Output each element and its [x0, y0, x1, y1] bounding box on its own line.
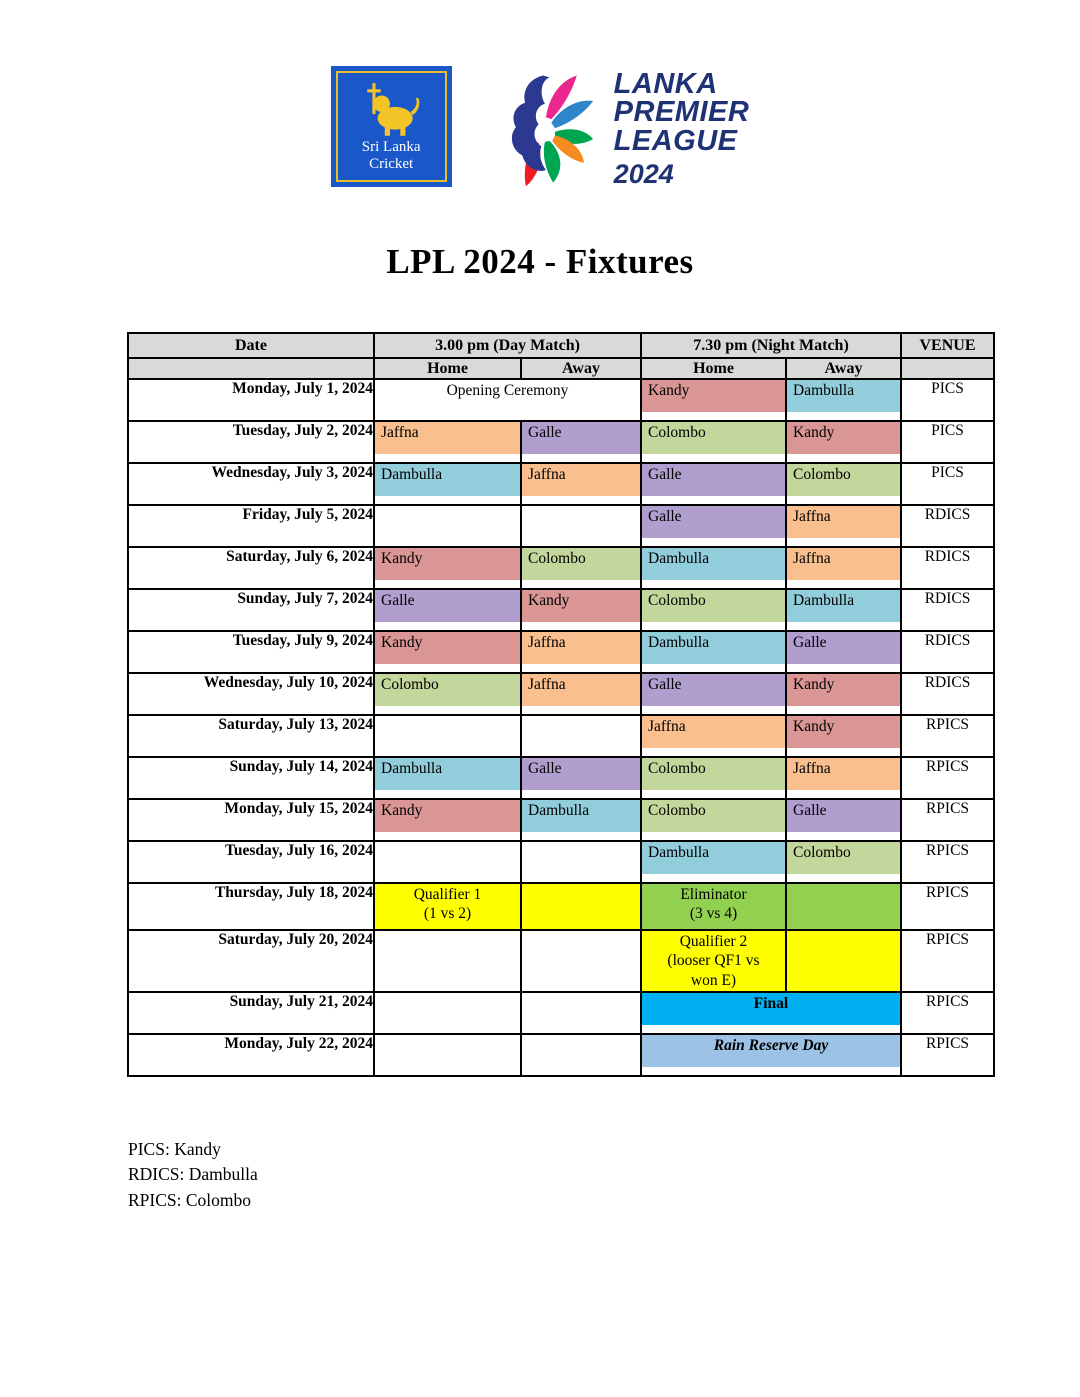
sri-lanka-cricket-logo — [331, 66, 452, 187]
match-fill: Jaffna — [787, 506, 900, 538]
match-cell — [374, 1034, 521, 1076]
match-fill: Galle — [787, 800, 900, 832]
lpl-logo-line3: LEAGUE — [613, 124, 738, 157]
match-fill: Jaffna — [787, 548, 900, 580]
match-cell — [521, 799, 641, 841]
fixture-row — [128, 631, 994, 673]
match-cell — [641, 589, 786, 631]
lpl-logo-text — [613, 67, 750, 190]
fixture-row — [128, 379, 994, 421]
match-cell — [521, 547, 641, 589]
match-cell — [521, 992, 641, 1034]
fixture-row — [128, 589, 994, 631]
match-cell — [374, 883, 521, 930]
match-cell — [521, 421, 641, 463]
slc-logo-text — [362, 139, 421, 173]
date-cell: Wednesday, July 10, 2024 — [128, 673, 374, 715]
header-venue: VENUE — [901, 333, 994, 358]
match-cell — [786, 589, 901, 631]
match-cell — [521, 1034, 641, 1076]
fixtures-body — [128, 379, 994, 1076]
fixture-row — [128, 505, 994, 547]
match-fill: Dambulla — [375, 758, 520, 790]
match-cell — [641, 379, 786, 421]
match-cell — [786, 463, 901, 505]
slc-logo-line1: Sri Lanka — [361, 139, 421, 156]
match-cell — [641, 631, 786, 673]
match-fill: Jaffna — [642, 716, 785, 748]
match-fill: Colombo — [787, 842, 900, 874]
fixture-row — [128, 757, 994, 799]
lpl-logo-line1: LANKA — [613, 67, 718, 100]
match-cell — [521, 673, 641, 715]
header-venue-blank — [901, 358, 994, 379]
match-fill: Dambulla — [642, 632, 785, 664]
match-fill: Colombo — [642, 590, 785, 622]
match-cell — [374, 799, 521, 841]
header-day-home: Home — [374, 358, 521, 379]
fixtures-table — [127, 332, 995, 1077]
venue-cell: PICS — [901, 463, 994, 505]
match-fill: Kandy — [642, 380, 785, 412]
match-cell — [521, 589, 641, 631]
match-cell — [786, 673, 901, 715]
match-cell — [521, 883, 641, 930]
match-fill — [787, 931, 900, 991]
match-fill: Kandy — [375, 632, 520, 664]
match-fill: Kandy — [522, 590, 640, 622]
match-fill: Colombo — [522, 548, 640, 580]
legend-line: RDICS: Dambulla — [128, 1164, 258, 1185]
date-cell: Wednesday, July 3, 2024 — [128, 463, 374, 505]
lpl-logo-line2: PREMIER — [613, 96, 750, 129]
fixture-row — [128, 421, 994, 463]
match-cell — [641, 547, 786, 589]
match-cell — [521, 841, 641, 883]
legend-line: RPICS: Colombo — [128, 1189, 252, 1210]
match-fill: Galle — [522, 758, 640, 790]
match-cell — [521, 505, 641, 547]
date-cell: Monday, July 1, 2024 — [128, 379, 374, 421]
fixture-row — [128, 799, 994, 841]
venue-cell: RPICS — [901, 799, 994, 841]
fixture-row — [128, 930, 994, 992]
date-cell: Saturday, July 20, 2024 — [128, 930, 374, 992]
match-cell — [374, 673, 521, 715]
match-fill: Qualifier 1 (1 vs 2) — [375, 884, 520, 929]
match-fill: Rain Reserve Day — [642, 1035, 900, 1067]
match-fill: Galle — [375, 590, 520, 622]
match-fill: Galle — [642, 674, 785, 706]
match-fill: Galle — [642, 506, 785, 538]
match-cell — [521, 631, 641, 673]
match-fill: Dambulla — [787, 590, 900, 622]
match-cell — [374, 505, 521, 547]
venue-cell: RPICS — [901, 883, 994, 930]
date-cell: Saturday, July 13, 2024 — [128, 715, 374, 757]
fixture-row — [128, 715, 994, 757]
match-fill: Dambulla — [787, 380, 900, 412]
match-fill: Colombo — [642, 800, 785, 832]
match-cell-merged — [641, 1034, 901, 1076]
venue-cell: RDICS — [901, 589, 994, 631]
venue-cell: RDICS — [901, 631, 994, 673]
venue-cell: RPICS — [901, 930, 994, 992]
match-fill — [522, 884, 640, 929]
date-cell: Sunday, July 21, 2024 — [128, 992, 374, 1034]
match-fill: Jaffna — [522, 464, 640, 496]
header-date: Date — [128, 333, 374, 358]
match-fill: Colombo — [375, 674, 520, 706]
fixture-row — [128, 547, 994, 589]
header-date-blank — [128, 358, 374, 379]
match-cell — [374, 463, 521, 505]
legend-line: PICS: Kandy — [128, 1139, 221, 1159]
match-cell — [641, 463, 786, 505]
match-cell — [786, 379, 901, 421]
match-fill: Galle — [787, 632, 900, 664]
venue-cell: RPICS — [901, 1034, 994, 1076]
match-cell — [521, 930, 641, 992]
match-cell-merged — [641, 992, 901, 1034]
match-fill: Dambulla — [375, 464, 520, 496]
match-fill: Colombo — [642, 758, 785, 790]
match-cell — [374, 930, 521, 992]
match-fill: Jaffna — [522, 632, 640, 664]
date-cell: Thursday, July 18, 2024 — [128, 883, 374, 930]
match-fill: Dambulla — [642, 548, 785, 580]
match-fill: Opening Ceremony — [446, 382, 569, 399]
match-fill: Jaffna — [522, 674, 640, 706]
match-cell — [374, 589, 521, 631]
match-cell — [374, 992, 521, 1034]
match-cell — [786, 930, 901, 992]
match-cell — [641, 505, 786, 547]
match-cell — [374, 841, 521, 883]
match-fill: Colombo — [787, 464, 900, 496]
venue-legend — [128, 1137, 1080, 1213]
match-fill: Galle — [522, 422, 640, 454]
match-cell — [521, 715, 641, 757]
match-cell — [374, 631, 521, 673]
match-fill: Colombo — [642, 422, 785, 454]
match-cell — [641, 673, 786, 715]
fixture-row — [128, 841, 994, 883]
match-fill: Kandy — [375, 548, 520, 580]
header-logos — [0, 0, 1080, 190]
header-night-match: 7.30 pm (Night Match) — [641, 333, 901, 358]
match-cell — [374, 715, 521, 757]
date-cell: Friday, July 5, 2024 — [128, 505, 374, 547]
match-cell — [786, 883, 901, 930]
venue-cell: RPICS — [901, 757, 994, 799]
venue-cell: RDICS — [901, 547, 994, 589]
match-cell — [641, 421, 786, 463]
date-cell: Sunday, July 14, 2024 — [128, 757, 374, 799]
date-cell: Saturday, July 6, 2024 — [128, 547, 374, 589]
match-cell — [521, 463, 641, 505]
match-cell — [641, 799, 786, 841]
date-cell: Monday, July 22, 2024 — [128, 1034, 374, 1076]
match-fill: Jaffna — [787, 758, 900, 790]
match-fill: Final — [642, 993, 900, 1025]
fixtures-header — [128, 333, 994, 379]
date-cell: Sunday, July 7, 2024 — [128, 589, 374, 631]
match-cell — [374, 547, 521, 589]
header-night-home: Home — [641, 358, 786, 379]
venue-cell: RDICS — [901, 505, 994, 547]
slc-logo-frame — [336, 71, 447, 182]
match-cell — [641, 883, 786, 930]
match-cell-merged — [374, 379, 641, 421]
match-cell — [521, 757, 641, 799]
venue-cell: RPICS — [901, 841, 994, 883]
match-cell — [786, 799, 901, 841]
match-cell — [641, 757, 786, 799]
lpl-logo-year: 2024 — [613, 159, 674, 190]
match-cell — [786, 757, 901, 799]
match-cell — [786, 547, 901, 589]
venue-cell: RPICS — [901, 992, 994, 1034]
venue-cell: PICS — [901, 379, 994, 421]
match-cell — [374, 421, 521, 463]
date-cell: Tuesday, July 9, 2024 — [128, 631, 374, 673]
fixture-row — [128, 673, 994, 715]
date-cell: Tuesday, July 16, 2024 — [128, 841, 374, 883]
match-cell — [786, 505, 901, 547]
match-fill: Eliminator (3 vs 4) — [642, 884, 785, 929]
match-cell — [641, 930, 786, 992]
match-fill: Qualifier 2 (looser QF1 vs won E) — [642, 931, 785, 991]
header-day-match: 3.00 pm (Day Match) — [374, 333, 641, 358]
match-cell — [786, 715, 901, 757]
match-fill: Jaffna — [375, 422, 520, 454]
match-cell — [786, 841, 901, 883]
match-fill: Kandy — [375, 800, 520, 832]
match-cell — [786, 631, 901, 673]
match-cell — [786, 421, 901, 463]
venue-cell: RDICS — [901, 673, 994, 715]
match-fill — [787, 884, 900, 929]
header-night-away: Away — [786, 358, 901, 379]
fixture-row — [128, 992, 994, 1034]
match-fill: Kandy — [787, 716, 900, 748]
slc-logo-line2: Cricket — [369, 156, 414, 173]
fixture-row — [128, 883, 994, 930]
match-fill: Galle — [642, 464, 785, 496]
match-fill: Kandy — [787, 422, 900, 454]
match-cell — [641, 715, 786, 757]
venue-cell: PICS — [901, 421, 994, 463]
lanka-premier-league-logo — [486, 66, 750, 194]
slc-lion-icon — [360, 81, 422, 141]
date-cell: Monday, July 15, 2024 — [128, 799, 374, 841]
match-cell — [374, 757, 521, 799]
match-fill: Dambulla — [642, 842, 785, 874]
date-cell: Tuesday, July 2, 2024 — [128, 421, 374, 463]
fixture-row — [128, 1034, 994, 1076]
venue-cell: RPICS — [901, 715, 994, 757]
match-cell — [641, 841, 786, 883]
fixture-row — [128, 463, 994, 505]
match-fill: Dambulla — [522, 800, 640, 832]
page-title: LPL 2024 - Fixtures — [386, 242, 694, 281]
header-day-away: Away — [521, 358, 641, 379]
match-fill: Kandy — [787, 674, 900, 706]
lpl-lion-icon — [486, 66, 604, 194]
